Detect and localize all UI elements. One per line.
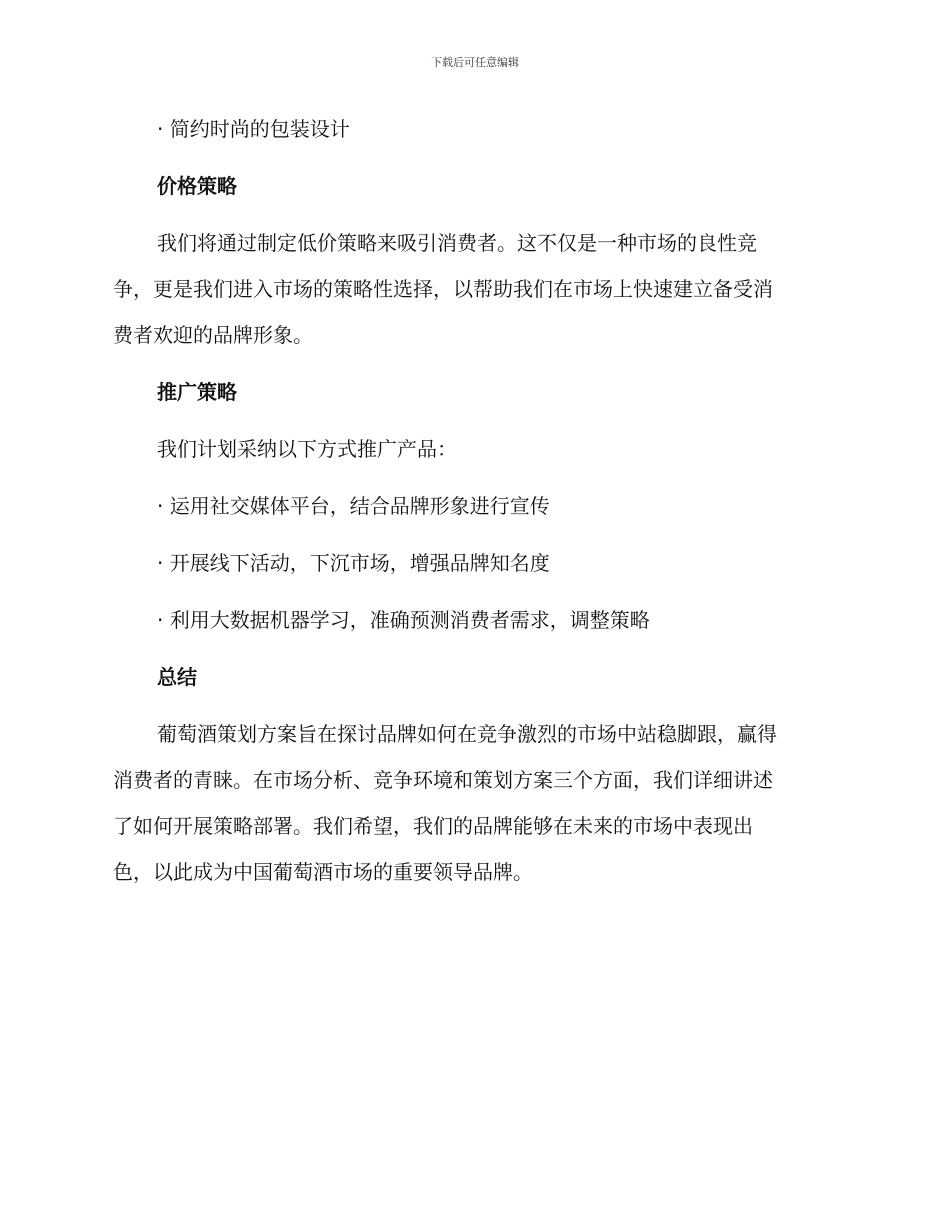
paragraph-line: 色，以此成为中国葡萄酒市场的重要领导品牌。 [113,860,533,884]
heading-summary: 总结 [157,665,197,689]
heading-price-strategy: 价格策略 [157,174,237,198]
paragraph-line: 我们将通过制定低价策略来吸引消费者。这不仅是一种市场的良性竞 [157,231,757,255]
bullet-offline-events: · 开展线下活动，下沉市场，增强品牌知名度 [157,551,550,575]
paragraph-price-strategy [113,227,833,351]
paragraph-line: 争，更是我们进入市场的策略性选择，以帮助我们在市场上快速建立备受消 [113,277,773,301]
paragraph-line: 费者欢迎的品牌形象。 [113,323,313,347]
paragraph-summary [113,718,833,888]
paragraph-line: 了如何开展策略部署。我们希望，我们的品牌能够在未来的市场中表现出 [113,814,753,838]
bullet-big-data: · 利用大数据机器学习，准确预测消费者需求，调整策略 [157,608,650,632]
heading-promotion-strategy: 推广策略 [157,380,237,404]
promotion-intro: 我们计划采纳以下方式推广产品： [157,437,457,461]
paragraph-line: 消费者的青睐。在市场分析、竞争环境和策划方案三个方面，我们详细讲述 [113,768,773,792]
page-header: 下载后可任意编辑 [431,56,519,69]
bullet-packaging: · 简约时尚的包装设计 [157,117,350,141]
paragraph-line: 葡萄酒策划方案旨在探讨品牌如何在竞争激烈的市场中站稳脚跟，赢得 [157,722,777,746]
bullet-social-media: · 运用社交媒体平台，结合品牌形象进行宣传 [157,494,550,518]
document-body [113,113,833,913]
